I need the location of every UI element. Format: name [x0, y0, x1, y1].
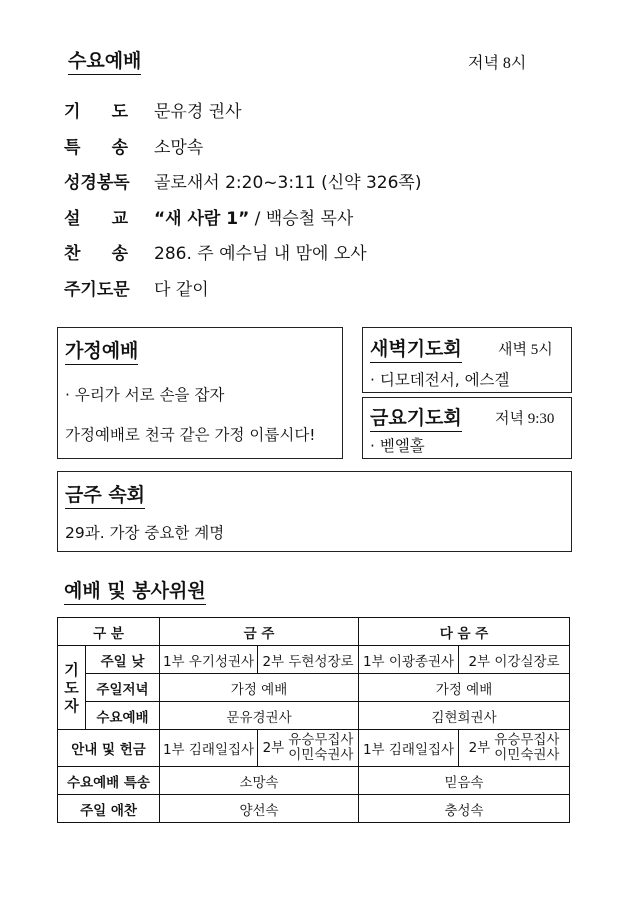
order-row-sermon [64, 199, 584, 235]
friday-prayer-text: · 벧엘홀 [370, 437, 425, 455]
order-value: 소망속 [154, 137, 204, 158]
order-value: 286. 주 예수님 내 맘에 오사 [154, 244, 367, 265]
home-worship-line2: 가정예배로 천국 같은 가정 이룹시다! [65, 426, 316, 444]
cell-meeting-box [57, 471, 572, 552]
cell-line: 이민숙권사 [288, 747, 354, 763]
cell-line: 이민숙권사 [494, 747, 560, 763]
cell: 김현희권사 [359, 702, 570, 730]
order-value: 문유경 권사 [154, 102, 242, 123]
wed-service-time: 저녁 8시 [468, 55, 527, 72]
order-label: 기 도 [64, 102, 128, 123]
prayer-group-label [58, 646, 86, 730]
row-label: 주일 낮 [86, 646, 160, 674]
cell: 가정 예배 [359, 674, 570, 702]
sermon-preacher: / 백승철 목사 [249, 208, 354, 229]
row-label: 수요예배 특송 [58, 767, 160, 795]
cell-prefix: 2부 [468, 739, 491, 756]
cell-meeting-title: 금주 속회 [65, 480, 145, 509]
table-row [58, 767, 570, 795]
order-label: 성경봉독 [64, 173, 130, 194]
cell: 1부 우기성권사 [160, 646, 258, 674]
order-label: 찬 송 [64, 244, 128, 265]
cell [459, 730, 570, 767]
row-label: 안내 및 헌금 [58, 730, 160, 767]
cell: 소망속 [160, 767, 359, 795]
order-label: 설 교 [64, 208, 128, 229]
dawn-prayer-text: · 디모데전서, 에스겔 [370, 371, 510, 389]
cell-line: 유승무집사 [494, 732, 560, 749]
order-row-hymn [64, 234, 584, 270]
cell: 2부 두현성장로 [258, 646, 359, 674]
prayer-group-label-text: 기도자 [64, 660, 79, 715]
dawn-prayer-time: 새벽 5시 [498, 342, 553, 358]
dawn-prayer-title: 새벽기도회 [370, 334, 462, 363]
order-row-scripture [64, 163, 584, 199]
table-row [58, 674, 570, 702]
friday-prayer-box [362, 397, 572, 459]
cell: 가정 예배 [160, 674, 359, 702]
row-label: 주일저녁 [86, 674, 160, 702]
header-next-week: 다 음 주 [359, 618, 570, 646]
order-row-prayer [64, 92, 584, 128]
cell: 1부 김래일집사 [160, 730, 258, 767]
cell: 문유경권사 [160, 702, 359, 730]
order-value [154, 204, 584, 229]
order-value: 골로새서 2:20~3:11 (신약 326쪽) [154, 173, 422, 194]
cell: 충성속 [359, 795, 570, 823]
cell: 2부 이강실장로 [459, 646, 570, 674]
table-row [58, 646, 570, 674]
row-label: 수요예배 [86, 702, 160, 730]
cell-line: 유승무집사 [288, 732, 354, 749]
cell-prefix: 2부 [262, 739, 285, 756]
cell: 1부 김래일집사 [359, 730, 459, 767]
committee-title: 예배 및 봉사위원 [64, 576, 206, 605]
order-row-lords-prayer [64, 270, 584, 306]
row-label: 주일 애찬 [58, 795, 160, 823]
committee-table [57, 617, 570, 823]
order-label: 특 송 [64, 137, 128, 158]
table-row [58, 730, 570, 767]
home-worship-box [57, 327, 343, 459]
wed-service-order [64, 92, 584, 305]
friday-prayer-title: 금요기도회 [370, 403, 462, 432]
table-header-row [58, 618, 570, 646]
cell: 믿음속 [359, 767, 570, 795]
cell [258, 730, 359, 767]
friday-prayer-time: 저녁 9:30 [495, 411, 555, 427]
wed-service-title: 수요예배 [68, 46, 141, 75]
order-row-special-song [64, 128, 584, 164]
cell-meeting-text: 29과. 가장 중요한 계명 [65, 524, 225, 542]
order-value: 다 같이 [154, 279, 209, 300]
sermon-title: “새 사람 1” [154, 208, 250, 229]
home-worship-line1: · 우리가 서로 손을 잡자 [65, 386, 225, 404]
home-worship-title: 가정예배 [65, 336, 138, 365]
table-row [58, 702, 570, 730]
dawn-prayer-box [362, 327, 572, 393]
cell: 양선속 [160, 795, 359, 823]
header-category: 구 분 [58, 618, 160, 646]
cell: 1부 이광종권사 [359, 646, 459, 674]
header-this-week: 금 주 [160, 618, 359, 646]
order-label: 주기도문 [64, 279, 130, 300]
table-row [58, 795, 570, 823]
